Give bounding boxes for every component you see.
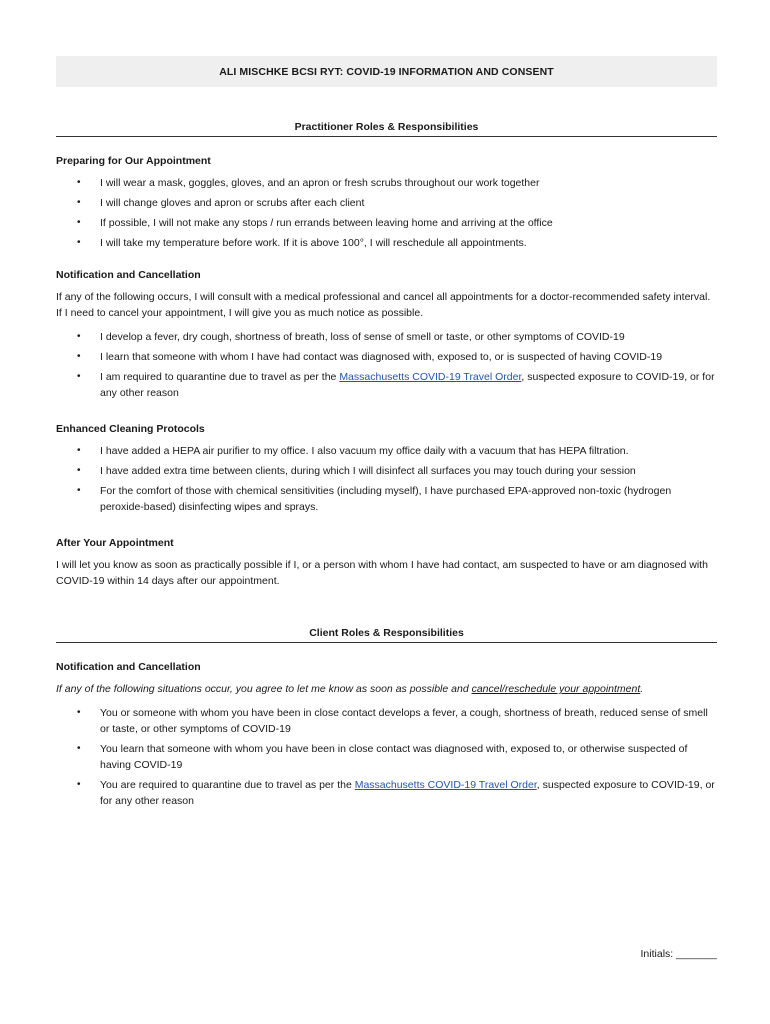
list-item: • You or someone with whom you have been in close contact develops a fever, a cough, shortness of breath, reduced sense of smell or taste, or other symptoms of COVID-19 xyxy=(77,707,708,735)
preparing-list xyxy=(56,175,717,251)
bullet-icon: • xyxy=(77,217,81,228)
list-item: • You learn that someone with whom you have been in close contact was diagnosed with, exposed to, or otherwise suspected of having COVID-19 xyxy=(77,743,688,771)
bullet-icon: • xyxy=(77,351,81,362)
bullet-icon: • xyxy=(77,465,81,476)
document-title: ALI MISCHKE BCSI RYT: COVID-19 INFORMATION AND CONSENT xyxy=(219,65,554,78)
initials-field[interactable]: Initials: _______ xyxy=(640,948,717,960)
bullet-icon: • xyxy=(77,197,81,208)
cancel-reschedule-text: cancel/reschedule your appointment xyxy=(471,683,641,695)
bullet-icon: • xyxy=(77,371,81,382)
practitioner-section-heading: Practitioner Roles & Responsibilities xyxy=(56,121,717,137)
list-item: • I have added extra time between clients, during which I will disinfect all surfaces you may touch during your session xyxy=(77,465,636,477)
practitioner-notification-list xyxy=(56,329,717,401)
bullet-icon: • xyxy=(77,445,81,456)
list-item: • I will take my temperature before work. If it is above 100°, I will reschedule all appointments. xyxy=(77,237,527,249)
after-appointment-text: I will let you know as soon as practically possible if I, or a person with whom I have had contact, am suspected to have or am diagnosed with COVID-19 within 14 days after our appointment. xyxy=(56,559,708,587)
document-title-bar xyxy=(56,56,717,87)
list-item: • I develop a fever, dry cough, shortness of breath, loss of sense of smell or taste, or other symptoms of COVID-19 xyxy=(77,331,625,343)
practitioner-notification-intro: If any of the following occurs, I will consult with a medical professional and cancel all appointments for a doctor-recommended safety interval. If I need to cancel your appointment, I will give you as much notice as possible. xyxy=(56,291,711,319)
list-item: • You are required to quarantine due to travel as per the Massachusetts COVID-19 Travel Order, suspected exposure to COVID-19, or for any other reason xyxy=(77,779,715,807)
list-item: • I will change gloves and apron or scrubs after each client xyxy=(77,197,365,209)
list-item: • I have added a HEPA air purifier to my office. I also vacuum my office daily with a vacuum that has HEPA filtration. xyxy=(77,445,629,457)
list-item: • I learn that someone with whom I have had contact was diagnosed with, exposed to, or is suspected of having COVID-19 xyxy=(77,351,663,363)
bullet-icon: • xyxy=(77,177,81,188)
bullet-icon: • xyxy=(77,237,81,248)
list-item: • I am required to quarantine due to travel as per the Massachusetts COVID-19 Travel Order, suspected exposure to COVID-19, or for any other reason xyxy=(77,371,715,399)
bullet-icon: • xyxy=(77,743,81,754)
list-item: • I will wear a mask, goggles, gloves, and an apron or fresh scrubs throughout our work together xyxy=(77,177,540,189)
client-notification-intro: If any of the following situations occur, you agree to let me know as soon as possible and cancel/reschedule your appointment. xyxy=(56,683,644,695)
client-travel-order-link[interactable]: Massachusetts COVID-19 Travel Order xyxy=(354,779,537,791)
bullet-icon: • xyxy=(77,485,81,496)
bullet-icon: • xyxy=(77,331,81,342)
travel-order-link[interactable]: Massachusetts COVID-19 Travel Order xyxy=(339,371,522,383)
bullet-icon: • xyxy=(77,779,81,790)
list-item: • If possible, I will not make any stops / run errands between leaving home and arriving at the office xyxy=(77,217,553,229)
preparing-heading: Preparing for Our Appointment xyxy=(56,155,211,167)
practitioner-notification-heading: Notification and Cancellation xyxy=(56,269,201,281)
list-item: • For the comfort of those with chemical sensitivities (including myself), I have purchased EPA-approved non-toxic (hydrogen peroxide-based) disinfecting wipes and sprays. xyxy=(77,485,672,513)
bullet-icon: • xyxy=(77,707,81,718)
client-notification-heading: Notification and Cancellation xyxy=(56,661,201,673)
client-section-heading: Client Roles & Responsibilities xyxy=(56,627,717,643)
after-appointment-heading: After Your Appointment xyxy=(56,537,174,549)
document-page xyxy=(56,56,717,813)
cleaning-list xyxy=(56,443,717,515)
client-notification-list xyxy=(56,705,717,809)
cleaning-heading: Enhanced Cleaning Protocols xyxy=(56,423,205,435)
